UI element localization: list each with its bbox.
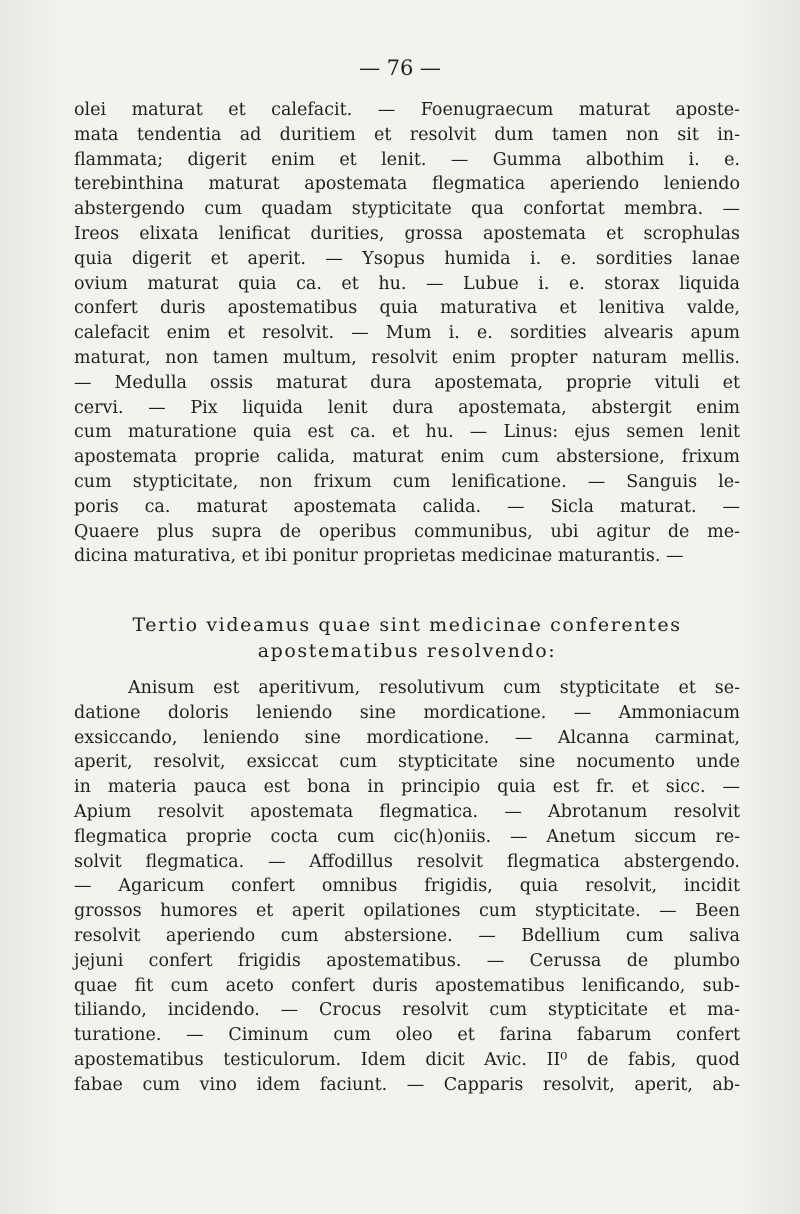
text-line: exsiccando, leniendo sine mordicatione. — Alcanna carminat, (74, 727, 740, 748)
text-line: solvit flegmatica. — Affodillus resolvit flegmatica abstergendo. (74, 851, 740, 872)
text-line: confert duris apostematibus quia maturativa et lenitiva valde, (74, 298, 740, 319)
text-line: mata tendentia ad duritiem et resolvit dum tamen non sit in- (74, 124, 740, 145)
text-line: quae fit cum aceto confert duris apostematibus lenificando, sub- (74, 975, 740, 996)
paragraph-resolventia (74, 676, 740, 1098)
paragraph-maturantia (74, 98, 740, 569)
text-line: cum stypticitate, non frixum cum lenificatione. — Sanguis le- (74, 471, 740, 492)
text-line: poris ca. maturat apostemata calida. — Sicla maturat. — (74, 496, 740, 517)
text-line: dicina maturativa, et ibi ponitur proprietas medicinae maturantis. — (74, 546, 684, 567)
text-line: abstergendo cum quadam stypticitate qua confortat membra. — (74, 199, 740, 220)
text-line: flammata; digerit enim et lenit. — Gumma albothim i. e. (74, 149, 740, 170)
text-line: olei maturat et calefacit. — Foenugraecum maturat aposte- (74, 100, 740, 120)
text-line: Anisum est aperitivum, resolutivum cum stypticitate et se- (128, 678, 740, 698)
heading-line: apostematibus resolvendo: (257, 640, 557, 662)
text-line: terebinthina maturat apostemata flegmatica aperiendo leniendo (74, 174, 740, 195)
text-line: in materia pauca est bona in principio quia est fr. et sicc. — (74, 777, 740, 798)
text-line: — Agaricum confert omnibus frigidis, quia resolvit, incidit (74, 876, 740, 897)
text-line: Apium resolvit apostemata flegmatica. — Abrotanum resolvit (74, 801, 740, 822)
text-line: Ireos elixata lenificat durities, grossa apostemata et scrophulas (74, 223, 740, 244)
text-line: tiliando, incidendo. — Crocus resolvit cum stypticitate et ma- (74, 1000, 740, 1021)
text-line: apostemata proprie calida, maturat enim cum abstersione, frixum (74, 447, 740, 468)
text-line: — Medulla ossis maturat dura apostemata, proprie vituli et (74, 372, 740, 393)
text-line: aperit, resolvit, exsiccat cum stypticitate sine nocumento unde (74, 752, 740, 773)
text-line: turatione. — Ciminum cum oleo et farina fabarum confert (74, 1025, 740, 1046)
text-line: apostematibus testiculorum. Idem dicit Avic. II⁰ de fabis, quod (74, 1049, 740, 1070)
text-line: grossos humores et aperit opilationes cum stypticitate. — Been (74, 901, 740, 922)
text-line: jejuni confert frigidis apostematibus. — Cerussa de plumbo (74, 950, 740, 971)
text-line: calefacit enim et resolvit. — Mum i. e. sordities alvearis apum (74, 323, 740, 344)
text-line: fabae cum vino idem faciunt. — Capparis resolvit, aperit, ab- (74, 1074, 740, 1095)
text-line: cum maturatione quia est ca. et hu. — Linus: ejus semen lenit (74, 422, 740, 443)
text-line: ovium maturat quia ca. et hu. — Lubue i. e. storax liquida (74, 273, 740, 294)
text-line: Quaere plus supra de operibus communibus, ubi agitur de me- (74, 521, 740, 542)
page-number: — 76 — (358, 56, 442, 80)
section-heading (74, 612, 740, 664)
text-line: datione doloris leniendo sine mordicatione. — Ammoniacum (74, 702, 740, 723)
text-line: maturat, non tamen multum, resolvit enim propter naturam mellis. (74, 347, 740, 368)
text-line: resolvit aperiendo cum abstersione. — Bdellium cum saliva (74, 925, 740, 946)
heading-line: Tertio videamus quae sint medicinae conferentes (132, 614, 682, 636)
text-line: cervi. — Pix liquida lenit dura apostemata, abstergit enim (74, 397, 740, 418)
text-line: flegmatica proprie cocta cum cic(h)oniis. — Anetum siccum re- (74, 826, 740, 847)
text-line: quia digerit et aperit. — Ysopus humida i. e. sordities lanae (74, 248, 740, 269)
